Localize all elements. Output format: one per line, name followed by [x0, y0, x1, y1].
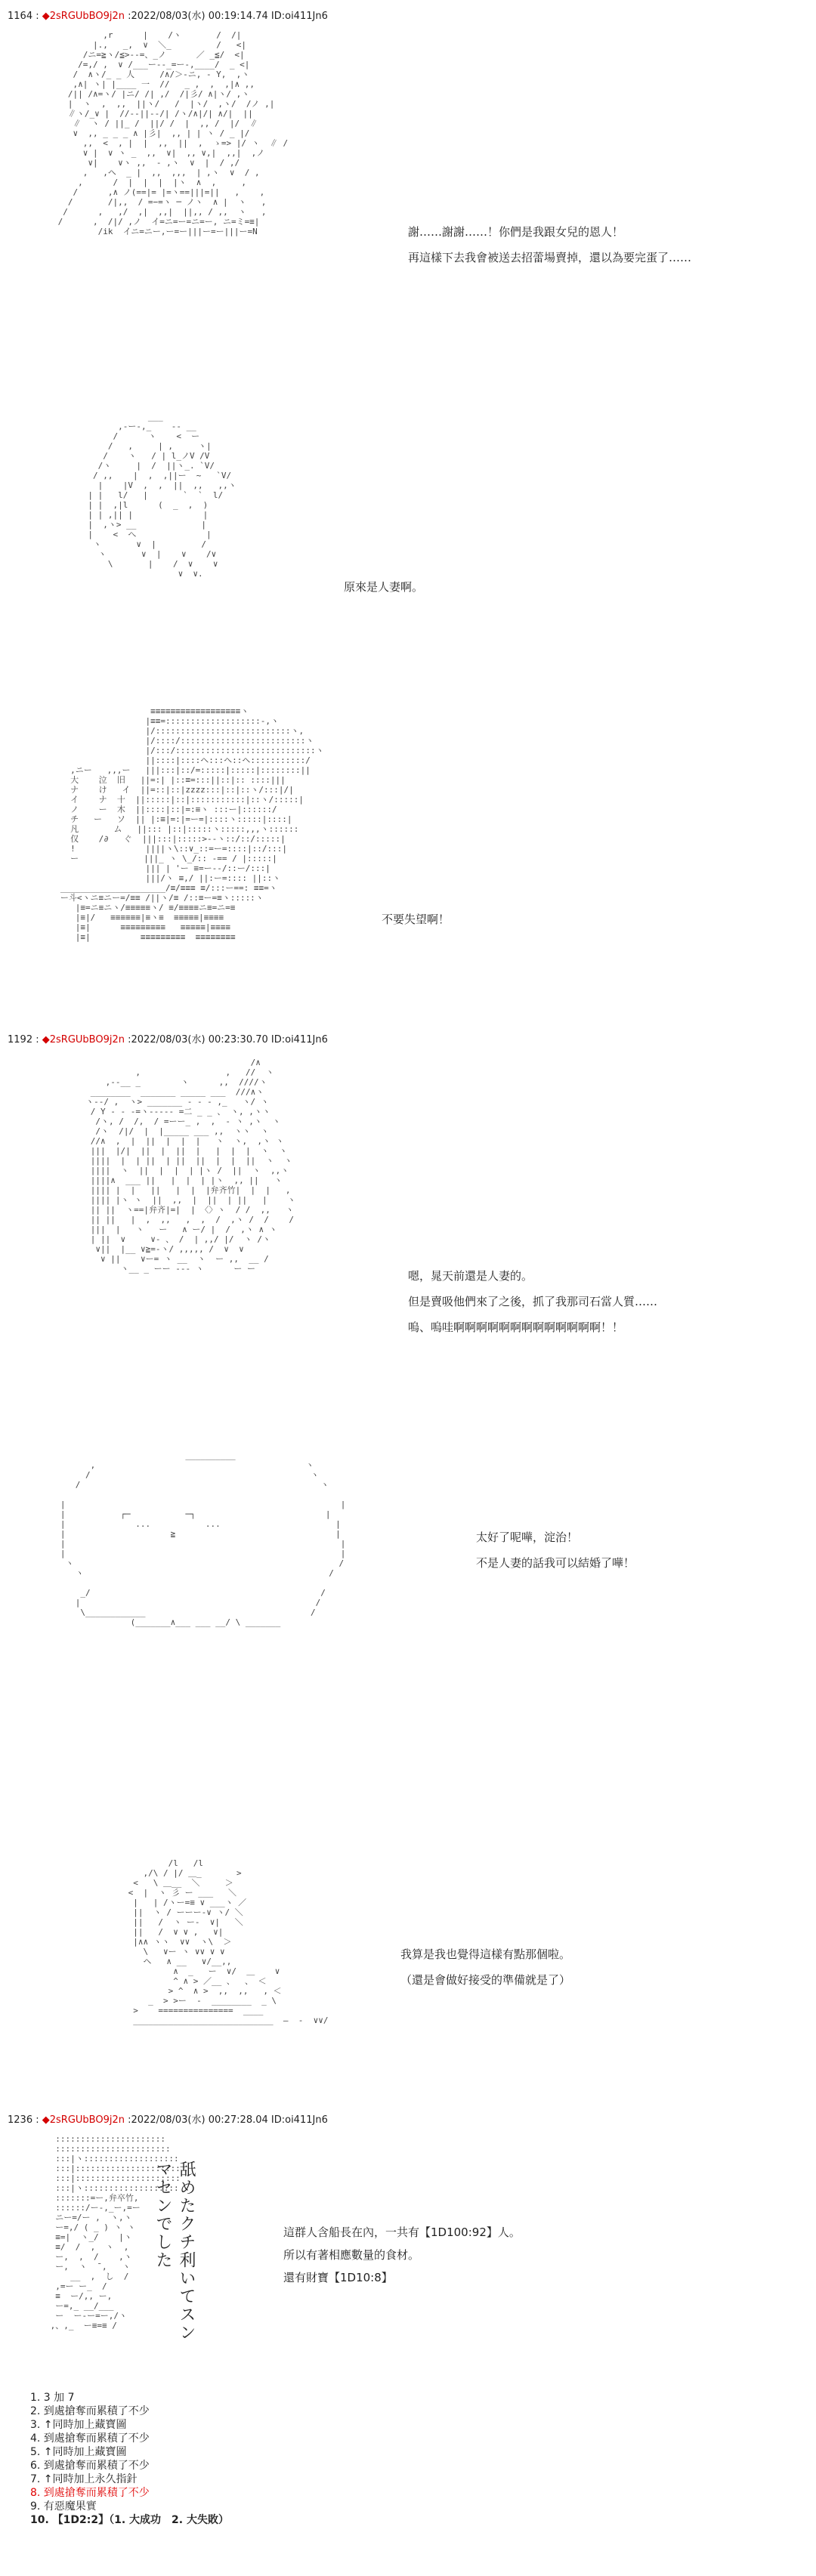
- dialog-line: 我算是我也覺得這樣有點那個啦。: [400, 1947, 571, 1961]
- ascii-art-woman-crying: ,r | /ヽ / /| |., _, ∨ ＼_ / <| /ニ=≧ヽ/≦>--=、_ノ ／ _≦/ <| /=,/ , ∨ /___ー--_=ー-,____/ _ <| / ∧ヽ/_ _ 人 /∧/＞-ニ, - Y, ,ヽ ,∧| ヽ| |____ 一 // _ , , ,|∧ ,, /|| /∧=ヽ/ |ニ/ /| ,/ /|彡/ ∧|ヽ/ ,ヽ | ヽ , ,, ||ヽ/ / |ヽ/ ,ヽ/ /ノ ,| ∥ヽ/_∨ | //--||--/| /ヽ/∧|/| ∧/| || ∥ ヽ / ||_ / ||/ / | ,, / |/ ∥ ∨ ,, _ _ _ ∧ |彡| ,, | | ヽ / _ |/ ,, < , | | ,, || , ゝ=> |/ ヽ ∥ / ∨ | ∨ ヽ _ ,, ∨| ,, ∨,| ,,| ,ノ ∨| ∨ヽ ,, - ,ヽ ∨ | / ,/ , ,ヘ _ | ,, ,,, | ,ヽ ∨ / , , / | | | |ヽ ∧ , , / ,∧ ノ(==|= |=ヽ==|||=|| , , / /|,, / =−=ヽ ─ ノヽ ∧ | ヽ , / , ,/ ,| ,,| ||,, / ,, ヽ , / , /|/ ,ノ イ=ニ=ー=ニ=ー, ニ=ミ=≡| /ik イニ=ニー,ー=ー|||ー=ー|||ー=N: [57, 30, 289, 236]
- post-number: 1236: [8, 2114, 33, 2126]
- ascii-art-man-face: ___ ,-ー-,_ -- __ / ヽ < ー / , | , ヽ| / ヽ / | l_ノV /V /ヽ | / ||ヽ_. `V/ / ,, | , ,||ー ~ `V/ | |V , , || ,, ,,ヽ | | l/ | ` ` l/ | | ,|l ( _ , ) | | ,|| | | | ,ヽ> __ | | < へ | ヽ ∨ | / ヽ ∨ | ∨ /∨ \ | / ∨ ∨ ∨ ∨.: [88, 412, 236, 579]
- dialog-line: 不是人妻的話我可以結婚了嘩！: [476, 1556, 635, 1570]
- list-item-highlighted: 8. 到處搶奪而累積了不少: [30, 2487, 150, 2499]
- dialog-line: 不要失望啊！: [382, 913, 450, 926]
- post-number: 1192: [8, 1034, 33, 1046]
- dialog-line: 嗚、嗚哇啊啊啊啊啊啊啊啊啊啊啊啊啊！！: [408, 1320, 624, 1334]
- ascii-art-small-girl: /l /l ,/\ / |/ ＿_ > < \ ＿__ ＼ ＞ < | ヽ 彡 ー ___ ＼ | | /ヽー=≡ ∨ ___ヽ ／ || ヽ / ーーー-∨ ヽ/ ＼ || / ヽ ー- ∨| ＼ || / ∨ ∨ , ∨| |∧∧ ヽヽ ∨∨ ヽ\ ＞ \ ∨ー ヽ ∨∨ ∨ ∨ ヘ ∧ __ ∨/__,, ∧ _ ー ∨/ ＿ ∨ ^ ∧ > ／__ 、 、 ＜ > ^ ∧ > ,, ,, , ＜ _ > >ー - ________ _ \ > =============== ____ ____________________________ ― - ∨∨/: [128, 1858, 329, 2025]
- dialog-line: 再這樣下去我會被送去招蕾場賣掉，還以為要完蛋了……: [408, 251, 692, 264]
- list-item: 2. 到處搶奪而累積了不少: [30, 2405, 150, 2417]
- post-tripcode: ◆2sRGUbBO9j2n: [42, 11, 125, 22]
- ascii-art-pirate-bowing: :::::::::::::::::::::: ::::::::::::::::::::::: :::|ヽ::::::::::::::::::: :::|::::::::::::::::::::: :::|::::::::::::::::::::: :::|ヽ::::::::::::::::::: :::::::=ー,弁卒竹, ::::::/ー-,_ー,=ー ニー=/ー , ヽ,ヽ ー=,/ ( _ ) ヽ ヽ ≡=| ヽ_/ |ヽ ≡/ / , ヽ , ー, , / ,ヽ ー, ヽ ̄ , ヽ __ , し / ,=ー ー_ / ≡ ー/,, ー, ー=,_ __/___ ー ー-ー=ー,/ヽ ,、,_ ー≡=≡ /: [50, 2134, 181, 2330]
- dialog-thanks: [408, 219, 691, 270]
- dialog-line: 這群人含船長在內，一共有【1D100:92】人。: [283, 2225, 521, 2239]
- vertical-apology-text: 舐めたクチ利いてスンマセンでした: [153, 2161, 196, 2342]
- post-header-1164: 1164 : ◆2sRGUbBO9j2n :2022/08/03(水) 00:19:14.74 ID:oi411Jn6: [8, 11, 328, 22]
- dialog-line: 嗯，晁天前還是人妻的。: [408, 1269, 533, 1283]
- list-item: 3. ↑同時加上藏寶圖: [30, 2419, 127, 2431]
- list-item: 7. ↑同時加上永久指針: [30, 2473, 138, 2485]
- post-number: 1164: [8, 11, 33, 22]
- post-header-1192: 1192 : ◆2sRGUbBO9j2n :2022/08/03(水) 00:23:30.70 ID:oi411Jn6: [8, 1034, 328, 1046]
- dialog-line: 還有財寶【1D10:8】: [283, 2271, 393, 2284]
- post-tripcode: ◆2sRGUbBO9j2n: [42, 2114, 125, 2126]
- list-item: 10. 【1D2:2】（1. 大成功 2. 大失敗）: [30, 2514, 229, 2526]
- dialog-line: 太好了呢嘩，淀治！: [476, 1530, 579, 1544]
- ascii-art-man-shocked: ≡≡≡≡≡≡≡≡≡≡≡≡≡≡≡≡≡≡ヽ |≡≡=:::::::::::::::::::-,ヽ |/:::::::::::::::::::::::::::ヽ, |/::::/:::::::::::::::::::::::::ヽ |/:::/::::::::::::::::::::::::::::ヽ ||::::|::::ヘ:::ヘ::ヘ:::::::::::/ ,ニー ,,,ー |||:::|::/=:::::|:::::|::::::::|| 大 泣 旧 ||=:| |::≡=:::||::|:: ::::||| ナ け イ ||=::|::|zzzz:::|::|::ヽ/:::|/| イ ナ 十 ||:::::|::|:::::::::::|::ヽ/:::::| ノ ー 木 ||::::|::|=:≡ヽ :::ー|::::::/ チ ー ソ || |:≡|=:|=ー=|::::ヽ:::::|::::| 凡 ム ||::: |::|:::::ヽ:::::,,,ヽ:::::: 仅 /∂ ぐ |||:::|:::::>--ヽ::/::/:::::| ! ||||ヽ\::∨_::=ー=::::|::/:::| ー |||_ ヽ \_/:: -== / |:::::| ||| | 'ー ≡=ー--/::ー/:::| |||/ヽ ≡,/ ||:ー=:::: ||::ヽ _____________________/≡/≡≡≡ ≡/:::ー==: ≡≡=ヽ ー斗<ヽニ≡ニー=/≡≡ /||ヽ/≡ /::≡ー=≡ヽ:::::ヽ |≡=ニ≡ニヽ/≡≡≡≡≡ヽ/ ≡/≡≡≡≡ニ≡=ニ=≡ |≡|/ ≡≡≡≡≡≡|≡ヽ≡ ≡≡≡≡≡|≡≡≡≡ |≡| ≡≡≡≡≡≡≡≡≡ ≡≡≡≡≡|≡≡≡≡ |≡| ≡≡≡≡≡≡≡≡≡ ≡≡≡≡≡≡≡≡: [60, 706, 324, 942]
- post-header-1236: 1236 : ◆2sRGUbBO9j2n :2022/08/03(水) 00:27:28.04 ID:oi411Jn6: [8, 2114, 328, 2126]
- dialog-wife-story: [408, 1263, 657, 1340]
- post-tripcode: ◆2sRGUbBO9j2n: [42, 1034, 125, 1046]
- dialog-line: （還是會做好接受的準備就是了）: [400, 1973, 571, 1987]
- dialog-line: 但是賣吸他們來了之後，抓了我那司石當人質……: [408, 1295, 658, 1308]
- dialog-marry: [476, 1524, 635, 1576]
- list-item: 5. ↑同時加上藏寶圖: [30, 2446, 127, 2458]
- choice-list: [30, 2391, 229, 2527]
- dialog-line: 所以有著相應數量的食材。: [283, 2248, 420, 2262]
- post-meta: 2022/08/03(水) 00:23:30.70 ID:oi411Jn6: [131, 1034, 328, 1046]
- ascii-art-happy-face: __________ , ヽ / ヽ / ヽ | | | ┌─ ─┐ | | ... ... | | ≧ | | | | | ヽ / ヽ / _/ / | / \____________ / (_______∧___ ___ __/ \ _______: [60, 1450, 346, 1627]
- dialog-line: 謝……謝謝……！你們是我跟女兒的恩人！: [408, 225, 624, 239]
- list-item: 4. 到處搶奪而累積了不少: [30, 2432, 150, 2445]
- dialog-married: [344, 574, 423, 600]
- list-item: 6. 到處搶奪而累積了不少: [30, 2460, 150, 2472]
- list-item: 1. 3 加 7: [30, 2392, 75, 2404]
- post-meta: 2022/08/03(水) 00:19:14.74 ID:oi411Jn6: [131, 11, 328, 22]
- dialog-dont-despair: [382, 907, 450, 932]
- dialog-line: 原來是人妻啊。: [344, 580, 424, 594]
- dialog-crew-count: [283, 2221, 521, 2289]
- ascii-art-woman-crying-wide: /∧ , , // ヽ ,--__ _ ヽ ,, ////ヽ ________ _______ _____ ___ ///∧ヽ ヽ--/ , ヽ> _______ - - - ,_ ヽ/ ヽ / Y - - -=ヽ----- =二 _ _ 、 ヽ, ,ヽヽ /ヽ, / /, / =ーー_ , , - ヽ ,ヽ ヽ /ヽ /|/ | |_____ ___ ,, ヽヽ ヽ //∧ , | || | | | ヽ ヽ, ,ヽ ヽ ||| |/| || | || | | | | ヽ ヽ |||| | | || | || || | | || ヽ ヽ |||| ヽ || | | | |ヽ / || ヽ ,,ヽ ||||∧ ___ || | | | |ヽ ,, || ヽ |||| | | || | | |弁齐竹| | | , |||| |ヽ ヽ || ,, | || | || | ヽ || || ヽ==|弁齐|=| | 〈〉ヽ / / ,, ヽ || || | , ,, , , / ,ヽ / / / ||| | ヽ ー ∧ ー/ | / ,ヽ ∧ ヽ | || ∨ ∨- 、 / | ,,/ |/ ヽ /ヽ ∨|| |__ ∨≧=-ヽ/ ,,,,, / ∨ ∨ ∨ || ∨ー= ヽ __ ヽ ー ,, __ / ヽ__ _ ーー --- ヽ ー ー: [85, 1058, 296, 1274]
- dialog-conscience: [400, 1941, 570, 1993]
- post-meta: 2022/08/03(水) 00:27:28.04 ID:oi411Jn6: [131, 2114, 328, 2126]
- list-item: 9. 有惡魔果實: [30, 2500, 97, 2513]
